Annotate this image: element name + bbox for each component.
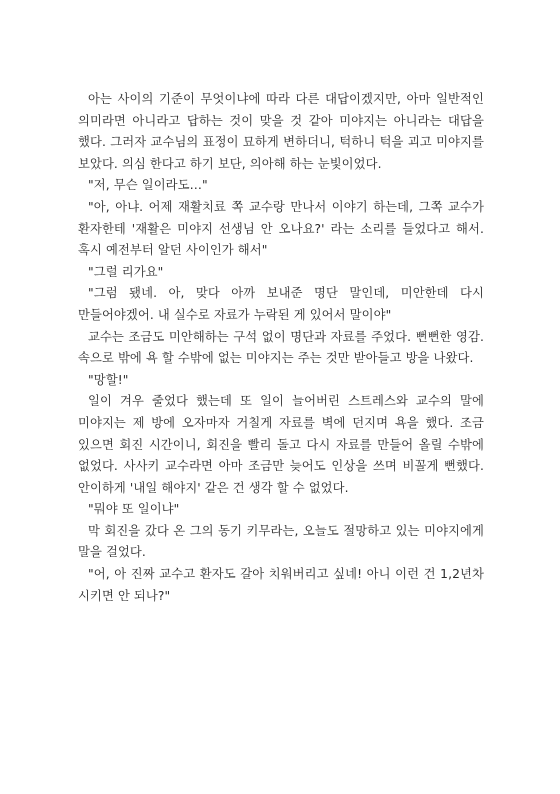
dialogue-line: "어, 아 진짜 교수고 환자도 갈아 치워버리고 싶네! 아니 이런 건 1,2년차 시키면 안 되나?" xyxy=(78,567,484,603)
body-text xyxy=(78,89,484,607)
dialogue-line: "아, 아냐. 어제 재활치료 쪽 교수랑 만나서 이야기 하는데, 그쪽 교수가 환자한테 '재활은 미야지 선생님 안 오나요?' 라는 소리를 들었다고 해서. 혹시 예전부터 알던 사이인가 해서" xyxy=(78,199,484,258)
paragraph: 교수는 조금도 미안해하는 구석 없이 명단과 자료를 주었다. 뻔뻔한 영감. 속으로 밖에 욕 할 수밖에 없는 미야지는 주는 것만 받아들고 방을 나왔다. xyxy=(78,329,484,366)
dialogue-line: "그럼 됐네. 아, 맞다 아까 보내준 명단 말인데, 미안한데 다시 만들어야겠어. 내 실수로 자료가 누락된 게 있어서 말이야" xyxy=(78,286,484,322)
dialogue-line: "뭐야 또 일이냐" xyxy=(88,502,180,517)
paragraph: 막 회진을 갔다 온 그의 동기 키무라는, 오늘도 절망하고 있는 미야지에게 말을 걸었다. xyxy=(78,523,484,560)
dialogue-line: "저, 무슨 일이라도…" xyxy=(88,178,208,193)
paragraph: 일이 겨우 줄었다 했는데 또 일이 늘어버린 스트레스와 교수의 말에 미야지는 제 방에 오자마자 거칠게 자료를 벽에 던지며 욕을 했다. 조금 있으면 회진 시간이니, 회진을 빨리 돌고 다시 자료를 만들어 올릴 수밖에 없었다. 사사키 교수라면 아마 조금만 늦어도 인상을 쓰며 비꼴게 뻔했다. 안이하게 '내일 해야지' 같은 건 생각 할 수 없었다. xyxy=(78,394,484,495)
paragraph: 아는 사이의 기준이 무엇이냐에 따라 다른 대답이겠지만, 아마 일반적인 의미라면 아니라고 답하는 것이 맞을 것 같아 미야지는 아니라는 대답을 했다. 그러자 교수님의 표정이 묘하게 변하더니, 턱하니 턱을 괴고 미야지를 보았다. 의심 한다고 하기 보단, 의아해 하는 눈빛이었다. xyxy=(78,92,484,171)
dialogue-line: "망할!" xyxy=(88,372,129,387)
dialogue-line: "그럴 리가요" xyxy=(88,264,164,279)
